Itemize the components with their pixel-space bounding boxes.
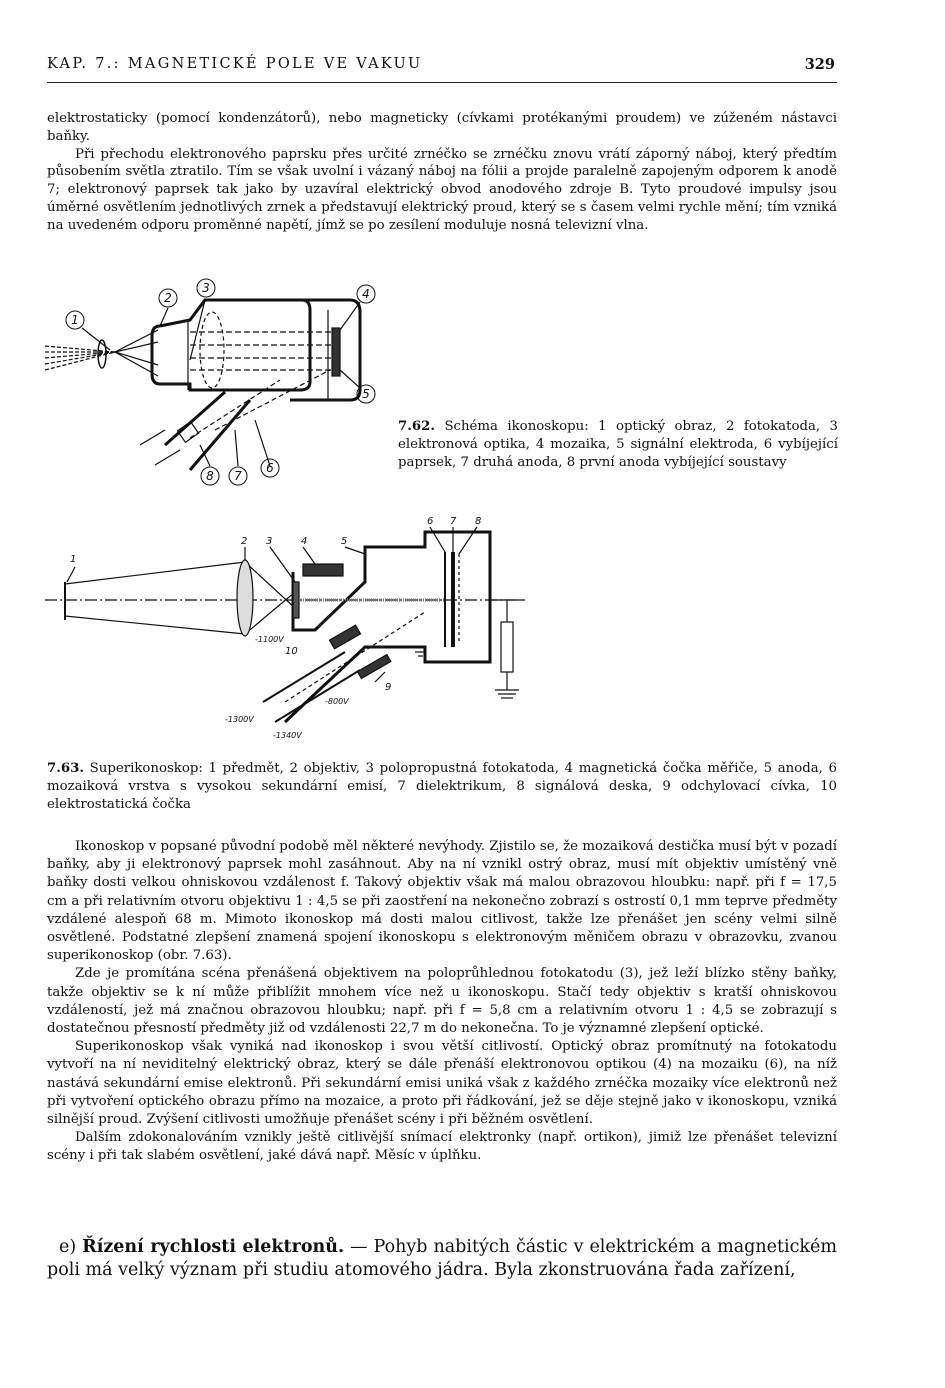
intro-paragraph-1: elektrostaticky (pomocí kondenzátorů), nebo magneticky (cívkami protékanými proudem) ve zúženém nástavci baňky.	[47, 111, 837, 144]
body-paragraph-3: Superikonoskop však vyniká nad ikonoskop i svou větší citlivostí. Optický obraz promítnutý na fotokatodu vytvoří na ní neviditelný elektrický obraz, který se dále přenáší elektronovou optikou (4) na mozaiku (6), na níž nastává sekundární emise elektronů. Při sekundární emisi uniká však z každého zrnéčka mozaiky více elektronů než při vytvoření optického obrazu přímo na mozaice, a proto při řádkování, jež se děje stejně jako v ikonoskopu, vzniká silnější proud. Zvýšení citlivosti umožňuje přenášet scény i při běžném osvětlení.	[47, 1039, 837, 1128]
section-label: e)	[59, 1237, 77, 1257]
fig63-label-2: 2	[241, 536, 248, 547]
fig62-label-7: 7	[234, 469, 242, 483]
intro-paragraph-2: Při přechodu elektronového paprsku přes určité zrnéčko se zrnéčku znovu vrátí záporný náboj, který předtím působením světla ztratilo. Tím se však uvolní i vázaný náboj na fólii a projde paralelně zapojeným odporem k anodě 7; elektronový paprsek tak jako by uzavíral elektrický obvod anodového zdroje B. Tyto proudové impulsy jsou úměrné osvětlením jednotlivých zrnek a představují elektrický proud, který se s časem velmi rychle mění; tím vzniká na uvedeném odporu proměnné napětí, jímž se po zesílení moduluje nosná televizní vlna.	[47, 146, 837, 233]
figure-7-63-caption-text: Superikonoskop: 1 předmět, 2 objektiv, 3 polopropustná fotokatoda, 4 magnetická čočka měřiče, 5 anoda, 6 mozaiková vrstva s vysokou sekundární emisí, 7 dielektrikum, 8 signálová deska, 9 odchylovací cívka, 10 elektrostatická čočka	[47, 761, 837, 812]
fig63-voltage-1340: -1340V	[273, 731, 302, 740]
fig62-label-5: 5	[362, 387, 370, 401]
section-e	[47, 1236, 837, 1282]
intro-text	[47, 110, 837, 235]
running-header	[47, 56, 837, 83]
fig63-voltage-800: -800V	[325, 697, 349, 706]
figure-7-62-number: 7.62.	[398, 419, 436, 434]
fig63-voltage-1100: -1100V	[255, 635, 284, 644]
fig63-label-3: 3	[266, 536, 273, 547]
body-text	[47, 838, 837, 1166]
chapter-title: KAP. 7.: MAGNETICKÉ POLE VE VAKUU	[47, 56, 423, 72]
fig63-label-4: 4	[301, 536, 308, 547]
fig63-label-8: 8	[475, 516, 482, 527]
figure-7-63-number: 7.63.	[47, 761, 85, 776]
fig63-label-5: 5	[341, 536, 348, 547]
figure-7-63-caption	[47, 760, 837, 813]
section-title: Řízení rychlosti elektronů.	[82, 1237, 345, 1257]
figure-7-63-supericonoscope	[45, 512, 545, 752]
fig62-label-2: 2	[164, 291, 172, 305]
section-text: — Pohyb nabitých částic v elektrickém a magnetickém poli má velký význam při studiu atomového jádra. Byla zkonstruována řada zařízení,	[47, 1237, 837, 1280]
body-paragraph-4: Dalším zdokonalováním vznikly ještě citlivější snímací elektronky (např. ortikon), jimiž lze přenášet televizní scény i při tak slabém osvětlení, jaké dává např. Měsíc v úplňku.	[47, 1130, 837, 1164]
fig63-label-10: 10	[285, 646, 298, 657]
fig63-voltage-1300: -1300V	[225, 715, 254, 724]
fig62-label-3: 3	[202, 281, 210, 295]
fig63-label-9: 9	[385, 682, 392, 693]
figure-7-62-caption	[398, 418, 838, 471]
fig62-label-4: 4	[362, 287, 370, 301]
body-paragraph-2: Zde je promítána scéna přenášená objektivem na poloprůhlednou fotokatodu (3), jež leží blízko stěny baňky, takže objektiv se k ní může přiblížit mnohem více než u ikonoskopu. Stačí tedy objektiv s kratší ohniskovou vzdáleností, jež má značnou obrazovou hloubku; např. při f = 5,8 cm a relativním otvoru 1 : 4,5 se zobrazují s dostatečnou přesností předměty již od vzdálenosti 22,7 m do nekonečna. To je významné zlepšení optické.	[47, 966, 837, 1037]
fig63-label-7: 7	[450, 516, 457, 527]
fig62-label-1: 1	[71, 313, 79, 327]
fig62-label-6: 6	[266, 461, 274, 475]
figure-7-62-iconoscope	[40, 270, 400, 500]
body-paragraph-1: Ikonoskop v popsané původní podobě měl některé nevýhody. Zjistilo se, že mozaiková destička musí být v pozadí baňky, aby ji elektronový paprsek mohl zasáhnout. Aby na ní vznikl ostrý obraz, musí mít objektiv umístěný vně baňky dosti velkou ohniskovou vzdálenost f. Takový objektiv však má malou obrazovou hloubku: např. při f = 17,5 cm a při relativním otvoru objektivu 1 : 4,5 se při zaostření na nekonečno zobrazí s ostrostí 0,1 mm teprve předměty vzdálené alespoň 68 m. Mimoto ikonoskop má dosti malou citlivost, takže lze přenášet jen scény velmi silně osvětlené. Podstatné zlepšení znamená spojení ikonoskopu s elektronovým měničem obrazu v obrazovku, zvanou superikonoskop (obr. 7.63).	[47, 839, 837, 964]
page-number: 329	[804, 56, 835, 73]
fig62-label-8: 8	[206, 469, 214, 483]
fig63-label-1: 1	[70, 554, 77, 565]
fig63-label-6: 6	[427, 516, 434, 527]
figure-7-62-caption-text: Schéma ikonoskopu: 1 optický obraz, 2 fotokatoda, 3 elektronová optika, 4 mozaika, 5 signální elektroda, 6 vybíjející paprsek, 7 druhá anoda, 8 první anoda vybíjející soustavy	[398, 419, 838, 470]
